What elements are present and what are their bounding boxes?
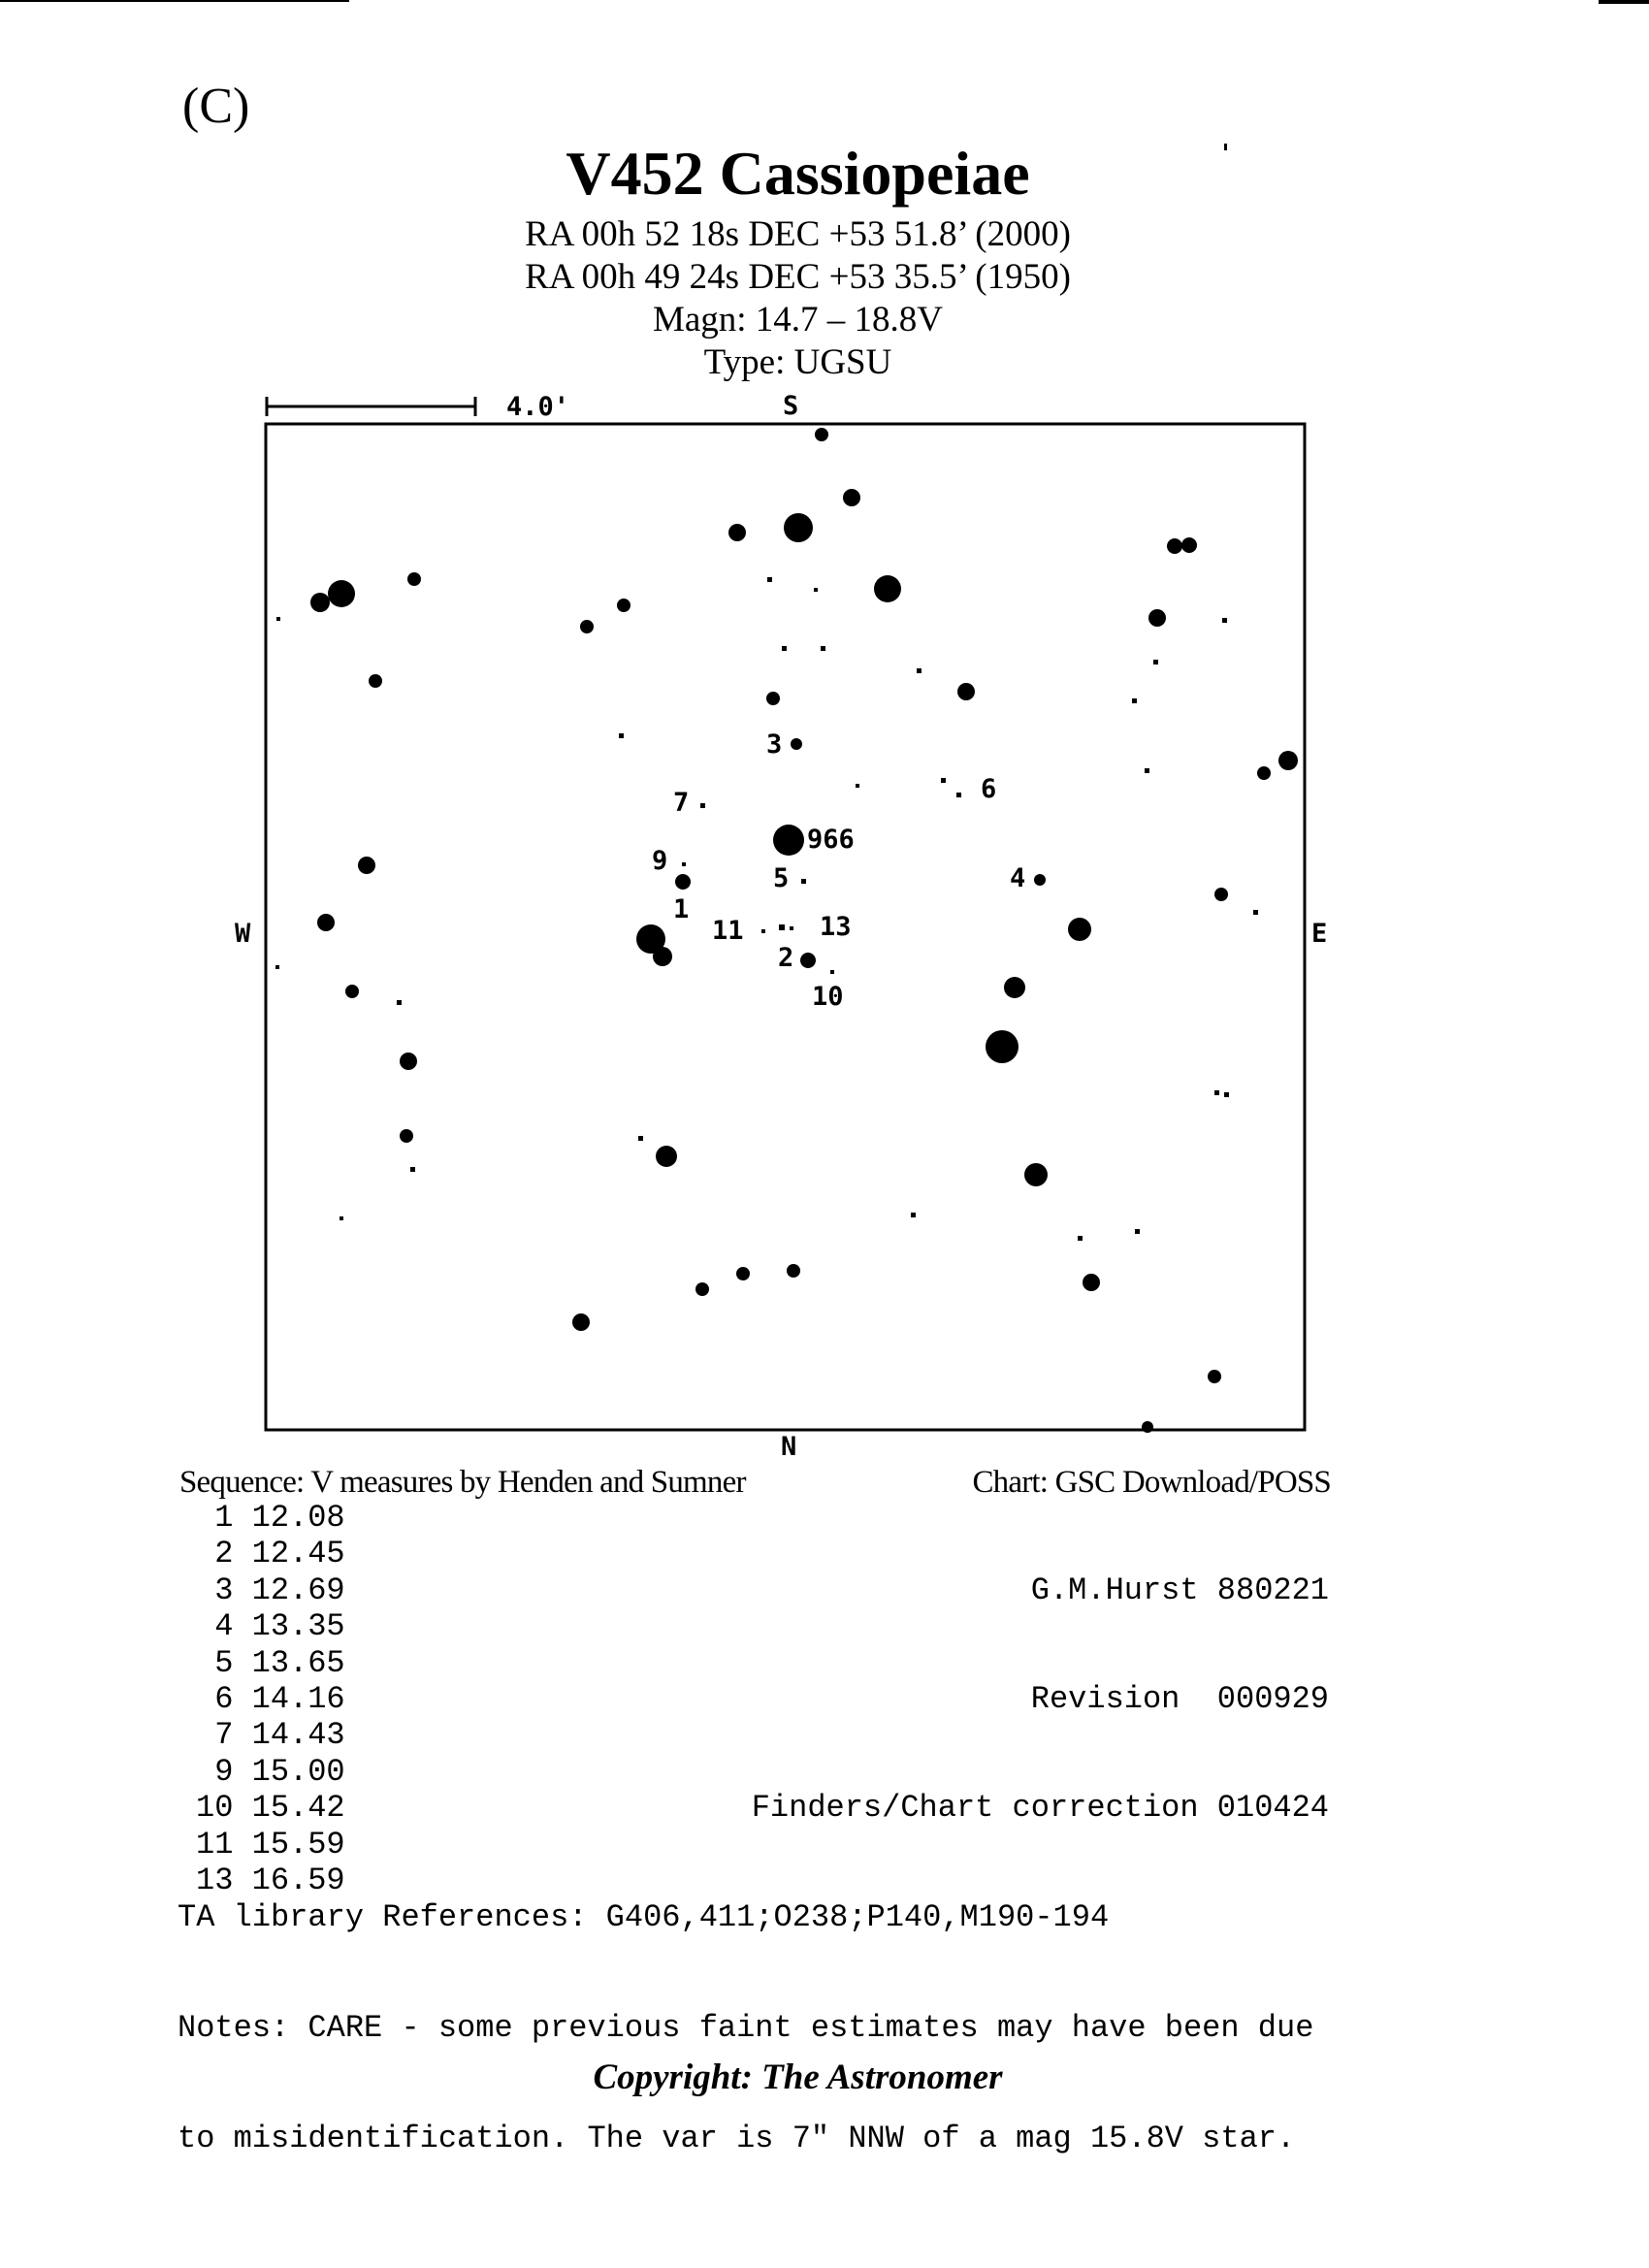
sequence-star-number: 11: [196, 1826, 234, 1863]
marker-5: [801, 879, 806, 884]
sequence-magnitude: 12.08: [251, 1500, 345, 1536]
star: [736, 1267, 750, 1280]
faint-star: [1078, 1236, 1083, 1241]
sequence-magnitude: 15.59: [251, 1826, 345, 1863]
faint-star: [340, 1216, 343, 1220]
faint-star: [1222, 618, 1227, 623]
sequence-row: [196, 1645, 345, 1681]
marker-9: [682, 862, 686, 866]
scale-bar: [267, 397, 475, 416]
chart-frame: [266, 424, 1305, 1430]
star: [400, 1053, 417, 1070]
star: [695, 1282, 709, 1296]
sequence-magnitude: 14.16: [251, 1681, 345, 1718]
faint-star: [767, 577, 772, 582]
star: [1034, 874, 1046, 886]
star: [1024, 1163, 1048, 1186]
sequence-magnitude: 15.00: [251, 1753, 345, 1790]
coords-1950: RA 00h 49 24s DEC +53 35.5’ (1950): [525, 257, 1071, 297]
sequence-star-number: 4: [214, 1608, 234, 1645]
sequence-list: [196, 1500, 345, 1898]
sequence-magnitude: 14.43: [251, 1717, 345, 1754]
label-star-3: 3: [766, 729, 783, 760]
sequence-star-number: 6: [214, 1681, 234, 1718]
star: [986, 1030, 1018, 1063]
label-star-7: 7: [673, 788, 690, 818]
sequence-star-number: 10: [196, 1790, 234, 1827]
sequence-star-number: 2: [214, 1536, 234, 1572]
label-star-966: 966: [807, 825, 855, 855]
star: [1214, 888, 1228, 901]
credit-revision: Revision 000929: [1030, 1681, 1329, 1718]
label-markers: [682, 793, 961, 974]
star: [800, 953, 816, 968]
star: [1208, 1370, 1221, 1383]
faint-star: [821, 646, 825, 651]
variable-type: Type: UGSU: [703, 342, 892, 382]
faint-star: [1145, 768, 1149, 773]
star: [957, 683, 975, 700]
sequence-magnitude: 12.45: [251, 1536, 345, 1572]
star: [1257, 766, 1271, 780]
label-star-10: 10: [812, 982, 844, 1012]
marker-var-b: [790, 926, 793, 930]
star: [1083, 1274, 1100, 1291]
compass-n: N: [781, 1432, 797, 1455]
sequence-magnitude: 15.42: [251, 1790, 345, 1827]
faint-star: [1153, 660, 1158, 664]
credits-block: [752, 1500, 1329, 1863]
faint-star: [1253, 910, 1258, 915]
star: [874, 575, 901, 602]
sequence-row: [196, 1827, 345, 1863]
notes-line-1: Notes: CARE - some previous faint estimates may have been due: [178, 2010, 1314, 2046]
notes-line-2: to misidentification. The var is 7" NNW of a mag 15.8V star.: [178, 2121, 1296, 2156]
label-star-1: 1: [673, 894, 690, 924]
sequence-row: [196, 1500, 345, 1536]
faint-star: [1135, 1229, 1140, 1234]
star: [656, 1146, 677, 1167]
compass-s: S: [783, 391, 799, 421]
star: [675, 874, 691, 890]
star: [773, 825, 804, 856]
scale-label: 4.0': [506, 392, 570, 422]
label-star-5: 5: [773, 863, 790, 893]
faint-stars: [275, 144, 1258, 1241]
sequence-row: [196, 1863, 345, 1898]
compass-w: W: [235, 919, 251, 949]
sequence-row: [196, 1790, 345, 1826]
faint-star: [275, 965, 279, 969]
star: [400, 1129, 413, 1143]
star: [1167, 538, 1182, 554]
sequence-star-number: 1: [214, 1500, 234, 1536]
star: [617, 599, 630, 612]
marker-10: [830, 970, 834, 974]
label-star-6: 6: [981, 774, 997, 804]
star: [407, 572, 421, 586]
star: [358, 857, 375, 874]
faint-star: [1224, 144, 1227, 150]
panel-label: (C): [182, 79, 250, 134]
label-star-4: 4: [1010, 863, 1026, 893]
star: [784, 513, 813, 542]
star: [728, 524, 746, 541]
sequence-heading: Sequence: V measures by Henden and Sumner: [179, 1465, 746, 1500]
chart-credit: Chart: GSC Download/POSS: [972, 1465, 1331, 1500]
sequence-star-number: 3: [214, 1571, 234, 1608]
star: [369, 674, 382, 688]
sequence-magnitude: 13.35: [251, 1608, 345, 1645]
star: [328, 580, 355, 607]
star: [815, 428, 828, 441]
star: [1148, 609, 1166, 627]
marker-6: [956, 793, 961, 797]
sequence-row: [196, 1717, 345, 1753]
sequence-star-number: 13: [196, 1863, 234, 1899]
sequence-star-number: 9: [214, 1753, 234, 1790]
sequence-row: [196, 1536, 345, 1571]
sequence-row: [196, 1608, 345, 1644]
faint-star: [410, 1167, 415, 1172]
star: [580, 620, 594, 633]
star: [1142, 1421, 1153, 1433]
star: [843, 489, 860, 506]
faint-star: [911, 1213, 916, 1217]
sequence-magnitude: 13.65: [251, 1644, 345, 1681]
star: [1068, 918, 1091, 941]
faint-star: [856, 784, 859, 788]
sequence-row: [196, 1572, 345, 1608]
library-references: TA library References: G406,411;O238;P140,M190-194: [178, 1899, 1110, 1935]
magnitude-range: Magn: 14.7 – 18.8V: [652, 300, 944, 340]
label-star-2: 2: [778, 943, 794, 973]
sequence-magnitude: 12.69: [251, 1571, 345, 1608]
faint-star: [917, 668, 922, 673]
faint-star: [1214, 1090, 1219, 1095]
star: [317, 914, 335, 931]
faint-star: [638, 1136, 643, 1141]
marker-11: [761, 929, 765, 933]
star: [653, 947, 672, 966]
marker-7: [700, 803, 705, 808]
label-star-9: 9: [652, 846, 668, 876]
label-star-11: 11: [712, 916, 744, 946]
credit-correction: Finders/Chart correction 010424: [751, 1790, 1329, 1827]
page-title: V452 Cassiopeiae: [566, 139, 1030, 208]
star: [1278, 751, 1298, 770]
sequence-row: [196, 1681, 345, 1717]
faint-star: [782, 646, 787, 651]
star: [1181, 537, 1197, 553]
star: [766, 692, 780, 705]
faint-star: [814, 588, 818, 592]
sequence-row: [196, 1754, 345, 1790]
star: [791, 738, 802, 750]
star: [310, 593, 330, 612]
compass-e: E: [1311, 919, 1328, 949]
faint-star: [941, 778, 946, 783]
faint-star: [1132, 698, 1137, 703]
coords-2000: RA 00h 52 18s DEC +53 51.8’ (2000): [525, 214, 1071, 254]
faint-star: [276, 617, 280, 621]
label-star-13: 13: [820, 912, 852, 942]
sequence-star-number: 7: [214, 1717, 234, 1754]
faint-star: [397, 1000, 402, 1005]
star-field: [310, 428, 1298, 1433]
faint-star: [1224, 1092, 1229, 1097]
sequence-star-number: 5: [214, 1644, 234, 1681]
star: [345, 985, 359, 998]
marker-var-a: [779, 924, 785, 930]
sequence-magnitude: 16.59: [251, 1863, 345, 1899]
star: [787, 1264, 800, 1278]
credit-author: G.M.Hurst 880221: [1030, 1571, 1329, 1608]
faint-star: [619, 733, 624, 738]
copyright: Copyright: The Astronomer: [593, 2057, 1003, 2097]
star: [572, 1313, 590, 1331]
star: [1004, 977, 1025, 998]
